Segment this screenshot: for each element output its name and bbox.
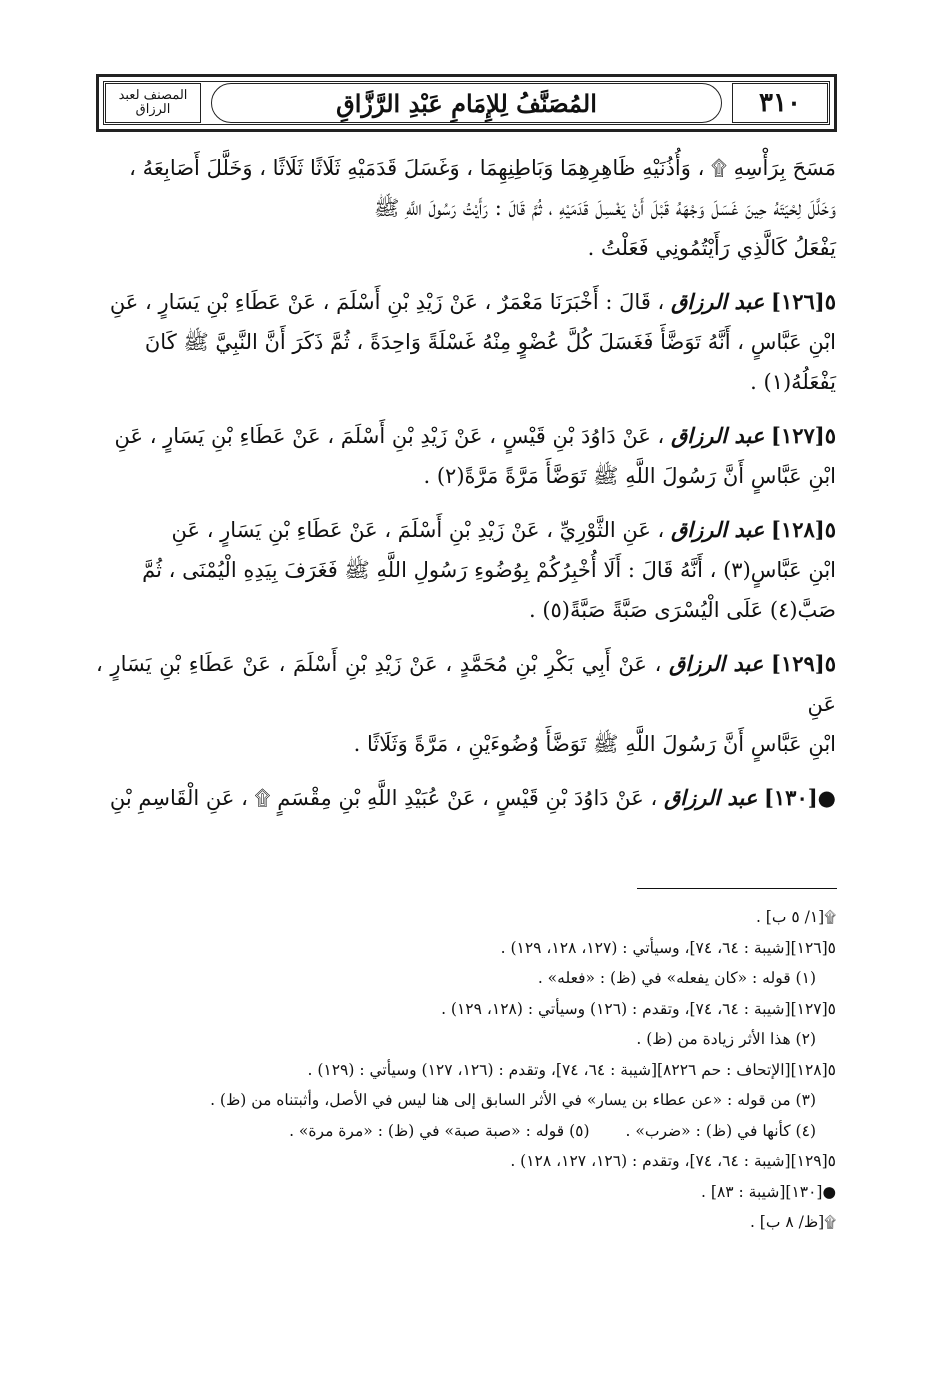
footnote: (٥) قوله : «صبة صبة» في (ظ) : «مرة مرة» . (289, 1121, 590, 1140)
paragraph-128 (96, 510, 836, 630)
text-line (96, 416, 836, 456)
line-text: ، عَنْ أَبِي بَكْرِ بْنِ مُحَمَّدٍ ، عَنْ زَيْدِ بْنِ أَسْلَمَ ، عَنْ عَطَاءِ بْنِ يَسَارٍ ، عَنِ (96, 652, 836, 716)
paragraph-127 (96, 416, 836, 496)
hadith-number: ٥[١٢٨] (771, 517, 836, 542)
header-inner-border (103, 81, 830, 125)
narrator-name: عبد الرزاق (671, 289, 765, 314)
text-line: مَسَحَ بِرَأْسِهِ ۩ ، وَأُذُنَيْهِ ظَاهِرِهِمَا وَبَاطِنِهِمَا ، وَغَسَلَ قَدَمَيْهِ ثَلَاثًا ثَلَاثًا ، وَخَلَّلَ أَصَابِعَهُ ، (129, 156, 836, 180)
text-line (96, 778, 836, 818)
footnote: ٥[١٢٨][الإتحاف : حم ٨٢٢٦][شيبة : ٦٤، ٧٤]، وتقدم : (١٢٦، ١٢٧) وسيأتي : (١٢٩) . (307, 1060, 836, 1079)
narrator-name: عبد الرزاق (671, 517, 765, 542)
line-text: ، عَنِ الثَّوْرِيِّ ، عَنْ زَيْدِ بْنِ أَسْلَمَ ، عَنْ عَطَاءِ بْنِ يَسَارٍ ، عَنِ (171, 518, 665, 542)
text-line: ابْنِ عَبَّاسٍ أَنَّ رَسُولَ اللَّهِ ﷺ تَوَضَّأَ مَرَّةً مَرَّةً(٢) . (423, 464, 836, 488)
hadith-number: ●[١٣٠] (763, 785, 836, 810)
narrator-name: عبد الرزاق (663, 785, 758, 810)
text-line: ابْنِ عَبَّاسٍ ، أَنَّهُ تَوَضَّأَ فَغَسَلَ كُلَّ عُضْوٍ مِنْهُ غَسْلَةً وَاحِدَةً ، ثُمَّ ذَكَرَ أَنَّ النَّبِيَّ ﷺ كَانَ (144, 330, 836, 354)
hadith-number: ٥[١٢٩] (771, 651, 836, 676)
text-line: صَبَّ(٤) عَلَى الْيُسْرَى صَبَّةً صَبَّةً(٥) . (528, 598, 836, 622)
paragraph-126 (96, 282, 836, 402)
narrator-name: عبد الرزاق (671, 423, 765, 448)
page-header (96, 74, 837, 132)
footnote: ●[١٣٠][شيبة : ٨٣] . (701, 1182, 836, 1201)
text-line (96, 282, 836, 322)
footnote: ۩[١/ ٥ ب] . (755, 908, 836, 926)
text-line: ابْنِ عَبَّاسٍ أَنَّ رَسُولَ اللَّهِ ﷺ تَوَضَّأَ وُضُوءَيْنِ ، مَرَّةً وَثَلَاثًا . (353, 732, 836, 756)
hadith-number: ٥[١٢٧] (771, 423, 836, 448)
paragraph-130 (96, 778, 836, 818)
text-line: وَخَلَّلَ لِحْيَتَهُ حِينَ غَسَلَ وَجْهَهُ قَبْلَ أَنْ يَغْسِلَ قَدَمَيْهِ ، ثُمَّ قَالَ : رَأَيْتُ رَسُولَ اللَّهِ ﷺ (373, 196, 836, 220)
footnote: (٢) هذا الأثر زيادة من (ظ) . (636, 1030, 816, 1048)
footnote: ٥[١٢٩][شيبة : ٦٤، ٧٤]، وتقدم : (١٢٦، ١٢٧، ١٢٨) . (510, 1152, 836, 1170)
line-text: ، عَنْ دَاوُدَ بْنِ قَيْسٍ ، عَنْ عُبَيْدِ اللَّهِ بْنِ مِقْسَمٍ ۩ ، عَنِ الْقَاسِمِ بْنِ (109, 786, 658, 810)
main-text (96, 148, 836, 832)
footnote-pair (96, 1116, 836, 1147)
text-line: يَفْعَلُهُ(١) . (750, 370, 836, 394)
text-line (96, 644, 836, 724)
text-line (96, 510, 836, 550)
page-number: ٣١٠ (732, 83, 828, 123)
line-text: ، عَنْ دَاوُدَ بْنِ قَيْسٍ ، عَنْ زَيْدِ بْنِ أَسْلَمَ ، عَنْ عَطَاءِ بْنِ يَسَارٍ ، عَنِ (114, 424, 665, 448)
header-logo: المصنف لعبد الرزاق (105, 83, 201, 123)
footnote: (٤) كأنها في (ظ) : «ضرب» . (625, 1121, 816, 1140)
footnote: ٥[١٢٦][شيبة : ٦٤، ٧٤]، وسيأتي : (١٢٧، ١٢٨، ١٢٩) . (500, 938, 836, 957)
page-title: المُصَنَّفُ لِلإِمَامِ عَبْدِ الرَّزَّاقِ (211, 83, 722, 123)
footnote: (١) قوله : «كان يفعله» في (ظ) : «فعله» . (537, 969, 816, 987)
paragraph-continuation (96, 148, 836, 268)
footnote: ٥[١٢٧][شيبة : ٦٤، ٧٤]، وتقدم : (١٢٦) وسيأتي : (١٢٨، ١٢٩) . (441, 999, 836, 1018)
footnote-divider (637, 888, 837, 889)
text-line: ابْنِ عَبَّاسٍ(٣) ، أَنَّهُ قَالَ : أَلَا أُخْبِرُكُمْ بِوُضُوءِ رَسُولِ اللَّهِ ﷺ فَغَرَفَ بِيَدِهِ الْيُمْنَى ، ثُمَّ (142, 558, 836, 582)
line-text: ، قَالَ : أَخْبَرَنَا مَعْمَرٌ ، عَنْ زَيْدِ بْنِ أَسْلَمَ ، عَنْ عَطَاءِ بْنِ يَسَارٍ ، عَنِ (109, 290, 665, 314)
text-line: يَفْعَلُ كَالَّذِي رَأَيْتُمُونِي فَعَلْتُ . (587, 236, 836, 260)
paragraph-129 (96, 644, 836, 764)
hadith-number: ٥[١٢٦] (771, 289, 836, 314)
narrator-name: عبد الرزاق (669, 651, 764, 676)
footnote: ۩[ظ/ ٨ ب] . (749, 1213, 836, 1231)
footnotes (96, 902, 836, 1238)
footnote: (٣) من قوله : «عن عطاء بن يسار» في الأثر السابق إلى هنا ليس في الأصل، وأثبتناه من (ظ) . (210, 1091, 816, 1109)
